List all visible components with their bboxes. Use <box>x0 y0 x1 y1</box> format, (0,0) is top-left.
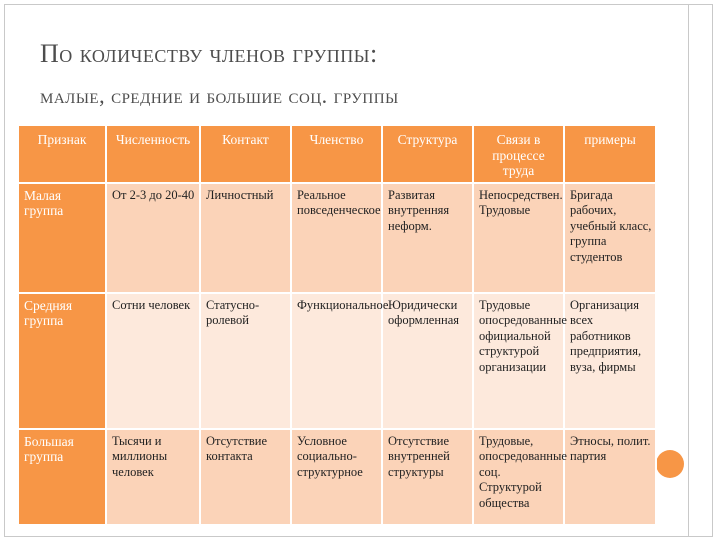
table-cell: Непосредствен. Трудовые <box>473 183 564 293</box>
slide-title <box>40 38 399 110</box>
table-cell: Этносы, полит. партия <box>564 429 656 525</box>
table-row <box>18 293 656 429</box>
table-cell: Бригада рабочих, учебный класс, группа студентов <box>564 183 656 293</box>
table-cell: Развитая внутренняя неформ. <box>382 183 473 293</box>
header-cell: Структура <box>382 125 473 183</box>
table-header-row <box>18 125 656 183</box>
header-cell: Связи в процессе труда <box>473 125 564 183</box>
header-cell: Членство <box>291 125 382 183</box>
table-cell: Юридически оформленная <box>382 293 473 429</box>
title-line-1: По количеству членов группы: <box>40 39 378 68</box>
table-cell: Функциональное <box>291 293 382 429</box>
table-cell: Тысячи и миллионы человек <box>106 429 200 525</box>
table-row <box>18 429 656 525</box>
groups-table <box>17 124 657 526</box>
table-cell: Трудовые, опосредованные соц. Структурой общества <box>473 429 564 525</box>
table-cell: Статусно-ролевой <box>200 293 291 429</box>
header-cell: примеры <box>564 125 656 183</box>
table-cell: Условное социально-структурное <box>291 429 382 525</box>
row-label: Средняя группа <box>18 293 106 429</box>
decorative-circle <box>656 450 684 478</box>
table-cell: Трудовые опосредованные официальной структурой организации <box>473 293 564 429</box>
header-cell: Контакт <box>200 125 291 183</box>
table-cell: Организация всех работников предприятия, вуза, фирмы <box>564 293 656 429</box>
table-cell: От 2-3 до 20-40 <box>106 183 200 293</box>
header-cell: Признак <box>18 125 106 183</box>
table-cell: Личностный <box>200 183 291 293</box>
table-cell: Отсутствие внутренней структуры <box>382 429 473 525</box>
header-cell: Численность <box>106 125 200 183</box>
table-cell: Реальное повседенческое <box>291 183 382 293</box>
table-cell: Сотни человек <box>106 293 200 429</box>
row-label: Большая группа <box>18 429 106 525</box>
table-row <box>18 183 656 293</box>
row-label: Малая группа <box>18 183 106 293</box>
decorative-line <box>688 4 689 537</box>
table-cell: Отсутствие контакта <box>200 429 291 525</box>
title-line-2: малые, средние и большие соц. группы <box>40 83 399 108</box>
